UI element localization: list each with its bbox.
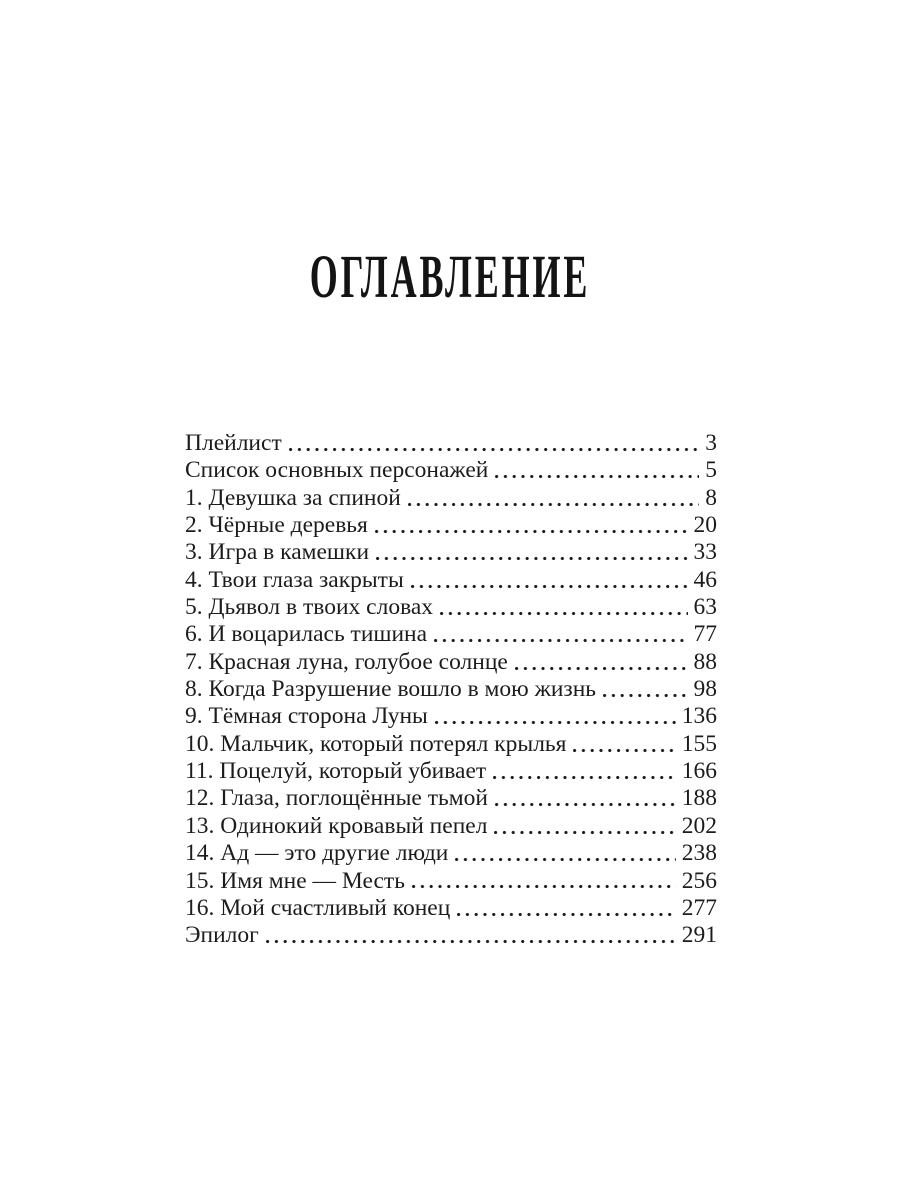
toc-entry [185, 649, 717, 676]
toc-entry [185, 813, 717, 840]
dot-leader [495, 474, 699, 479]
toc-entry-page: 291 [681, 922, 717, 949]
toc-entry-label: Эпилог [185, 922, 259, 949]
toc-entry-label: 15. Имя мне — Месть [185, 867, 405, 894]
toc-entry [185, 512, 717, 539]
toc-entry [185, 621, 717, 648]
toc-entry-page: 20 [693, 512, 717, 539]
dot-leader [457, 912, 675, 917]
toc-entry-label: 12. Глаза, поглощённые тьмой [185, 785, 488, 812]
toc-entry [185, 868, 717, 895]
toc-entry-label: 9. Тёмная сторона Луны [185, 703, 428, 730]
toc-entry [185, 676, 717, 703]
toc-entry-page: 63 [693, 594, 717, 621]
toc-entry-page: 256 [681, 867, 717, 894]
toc-entry-page: 8 [705, 484, 717, 511]
toc-entry-page: 202 [681, 812, 717, 839]
toc-entry-label: 4. Твои глаза закрыты [185, 566, 404, 593]
toc-entry [185, 840, 717, 867]
toc-entry-page: 155 [681, 730, 717, 757]
dot-leader [455, 857, 675, 862]
dot-leader [376, 556, 687, 561]
toc-entry-page: 166 [681, 758, 717, 785]
toc-entry-label: 8. Когда Разрушение вошло в мою жизнь [185, 676, 596, 703]
dot-leader [434, 638, 687, 643]
dot-leader [440, 611, 687, 616]
toc-entry-label: 5. Дьявол в твоих словах [185, 594, 434, 621]
toc-entry-label: 7. Красная луна, голубое солнце [185, 648, 508, 675]
dot-leader [515, 666, 688, 671]
toc-entry [185, 539, 717, 566]
toc-entry-page: 136 [681, 703, 717, 730]
dot-leader [375, 529, 688, 534]
toc-entry [185, 430, 717, 457]
dot-leader [412, 884, 676, 889]
toc-entry-page: 33 [693, 539, 717, 566]
dot-leader [435, 720, 676, 725]
dot-leader [408, 502, 699, 507]
toc-entry-page: 5 [705, 457, 717, 484]
toc-entry-label: 6. И воцарилась тишина [185, 621, 428, 648]
toc-entry-label: 3. Игра в камешки [185, 539, 370, 566]
toc-entry-page: 277 [681, 894, 717, 921]
toc-entry-label: Плейлист [185, 430, 282, 456]
toc-entry [185, 703, 717, 730]
toc-entry-label: 2. Чёрные деревья [185, 512, 368, 539]
toc-entry [185, 758, 717, 785]
dot-leader [573, 748, 675, 753]
toc-entry [185, 594, 717, 621]
toc-entry-label: 10. Мальчик, который потерял крылья [185, 730, 567, 757]
toc-entry-label: 13. Одинокий кровавый пепел [185, 812, 488, 839]
dot-leader [289, 447, 700, 452]
toc-entry-page: 77 [693, 621, 717, 648]
toc-entry [185, 457, 717, 484]
dot-leader [603, 693, 688, 698]
toc-entry-label: Список основных персонажей [185, 457, 489, 484]
toc-entry-page: 188 [681, 785, 717, 812]
toc-entry-page: 88 [693, 648, 717, 675]
toc-entry-page: 238 [681, 840, 717, 867]
dot-leader [495, 802, 676, 807]
toc-entry [185, 485, 717, 512]
toc-entry-label: 16. Мой счастливый конец [185, 894, 451, 921]
toc-entry-page: 98 [693, 676, 717, 703]
dot-leader [411, 584, 688, 589]
dot-leader [266, 939, 676, 944]
toc-entry-label: 11. Поцелуй, который убивает [185, 758, 487, 785]
toc-entry [185, 731, 717, 758]
toc-entry [185, 922, 717, 949]
toc-entry-label: 14. Ад — это другие люди [185, 840, 449, 867]
dot-leader [494, 830, 675, 835]
toc-entry-page: 3 [705, 430, 717, 456]
toc-entry [185, 785, 717, 812]
toc-entry-page: 46 [693, 566, 717, 593]
toc-entry [185, 895, 717, 922]
toc-entry-label: 1. Девушка за спиной [185, 484, 401, 511]
dot-leader [493, 775, 676, 780]
page-title: ОГЛАВЛЕНИЕ [309, 242, 591, 311]
toc-entry [185, 567, 717, 594]
toc-list [185, 430, 717, 950]
